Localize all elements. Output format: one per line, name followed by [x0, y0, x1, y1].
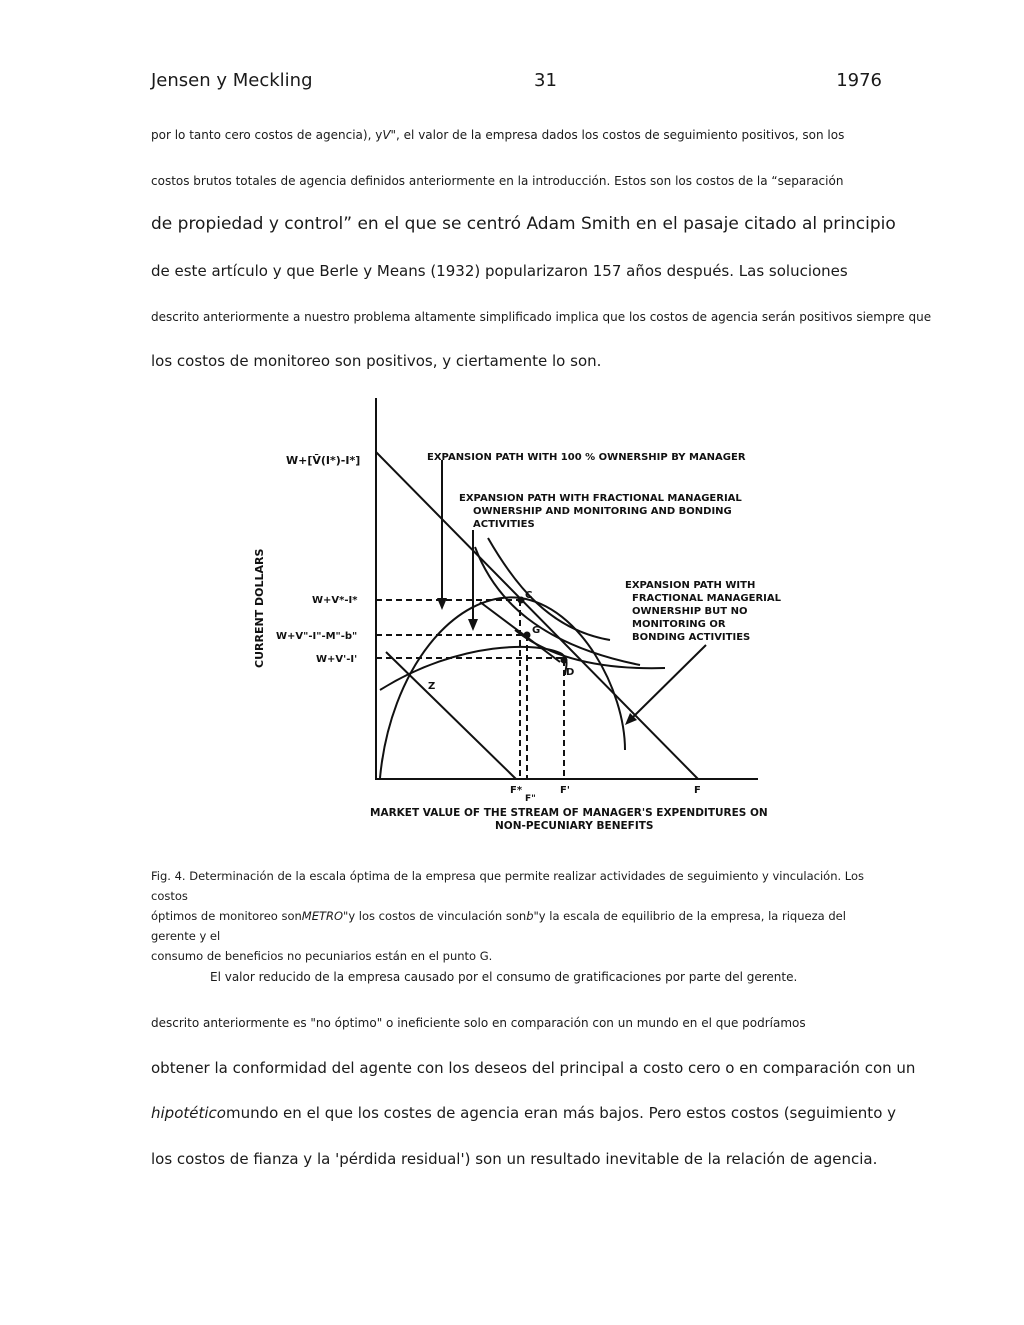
body-line: El valor reducido de la empresa causado por el consumo de gratificaciones por parte del gerente.	[210, 970, 798, 984]
opportunity-curve-inner	[380, 647, 567, 690]
body-line	[151, 1104, 896, 1122]
indifference-curve-c	[488, 538, 610, 640]
x-axis-label: NON-PECUNIARY BENEFITS	[495, 820, 654, 832]
annotation-text: MONITORING OR	[632, 619, 726, 630]
body-line	[151, 128, 844, 142]
figure-4-diagram	[240, 390, 800, 840]
body-line: descrito anteriormente es "no óptimo" o ineficiente solo en comparación con un mundo en el que podríamos	[151, 1016, 806, 1030]
opportunity-curve-outer	[380, 597, 625, 778]
point-label: G	[532, 625, 541, 636]
body-text: por lo tanto cero costos de agencia), y	[151, 128, 383, 142]
point-c-marker	[518, 597, 525, 604]
figure-caption	[151, 866, 891, 966]
arrow-head-icon	[437, 598, 447, 610]
italic-term: V"	[382, 128, 397, 142]
x-tick-label: F*	[510, 785, 523, 796]
y-tick-label: W+[V̄(I*)-I*]	[286, 454, 361, 467]
y-tick-label: W+V*-I*	[312, 595, 358, 606]
annotation-text: EXPANSION PATH WITH 100 % OWNERSHIP BY MANAGER	[427, 452, 746, 463]
annotation-text: OWNERSHIP BUT NO	[632, 606, 748, 617]
page-number: 31	[534, 70, 557, 91]
point-d-marker	[561, 657, 568, 664]
annotation-text: BONDING ACTIVITIES	[632, 632, 751, 643]
x-tick-label: F"	[525, 794, 536, 804]
annotation-text: ACTIVITIES	[473, 519, 535, 530]
x-tick-label: F	[694, 785, 701, 796]
body-text: mundo en el que los costes de agencia eran más bajos. Pero estos costos (seguimiento y	[225, 1104, 897, 1122]
body-line: los costos de monitoreo son positivos, y ciertamente lo son.	[151, 352, 602, 370]
annotation-text: EXPANSION PATH WITH FRACTIONAL MANAGERIAL	[459, 493, 742, 504]
body-line: de este artículo y que Berle y Means (1932) popularizaron 157 años después. Las soluciones	[151, 262, 848, 280]
point-label: C	[525, 590, 533, 601]
body-text: , el valor de la empresa dados los costos de seguimiento positivos, son los	[396, 128, 845, 142]
running-header-year: 1976	[836, 70, 882, 91]
y-axis-label: CURRENT DOLLARS	[253, 548, 266, 668]
caption-line: Fig. 4. Determinación de la escala óptima de la empresa que permite realizar actividades de seguimiento y vinculación. Los costos	[151, 869, 865, 903]
arrow-head-icon	[468, 619, 478, 631]
annotation-text: OWNERSHIP AND MONITORING AND BONDING	[473, 506, 732, 517]
x-tick-label: F'	[560, 785, 570, 796]
y-tick-label: W+V'-I'	[316, 654, 358, 665]
annotation-text: FRACTIONAL MANAGERIAL	[632, 593, 781, 604]
y-tick-label: W+V"-I"-M"-b"	[276, 631, 358, 642]
annotation-text: EXPANSION PATH WITH	[625, 580, 756, 591]
point-label: D	[566, 667, 575, 678]
budget-line-inner	[386, 652, 516, 779]
point-g-marker	[524, 632, 531, 639]
running-header-authors: Jensen y Meckling	[151, 70, 313, 91]
body-line: de propiedad y control” en el que se centró Adam Smith en el pasaje citado al principio	[151, 214, 896, 234]
point-label: Z	[428, 681, 436, 692]
italic-term: hipotético	[151, 1104, 226, 1122]
caption-line: consumo de beneficios no pecuniarios están en el punto G.	[151, 949, 493, 963]
body-line: obtener la conformidad del agente con los deseos del principal a costo cero o en comparación con un	[151, 1059, 916, 1077]
italic-term: METRO"	[301, 909, 349, 923]
italic-term: b"	[526, 909, 539, 923]
body-line: descrito anteriormente a nuestro problema altamente simplificado implica que los costos de agencia serán positivos siempre que	[151, 310, 932, 324]
body-line: costos brutos totales de agencia definidos anteriormente en la introducción. Estos son los costos de la “separación	[151, 174, 844, 188]
x-axis-label: MARKET VALUE OF THE STREAM OF MANAGER'S EXPENDITURES ON	[370, 807, 768, 819]
body-line: los costos de fianza y la 'pérdida residual') son un resultado inevitable de la relación de agencia.	[151, 1150, 878, 1168]
caption-line: óptimos de monitoreo sonMETRO"y los costos de vinculación sonb"y la escala de equilibrio de la empresa, la riqueza del gerente y el	[151, 909, 846, 943]
expansion-arrow-no-monitoring	[630, 645, 706, 720]
